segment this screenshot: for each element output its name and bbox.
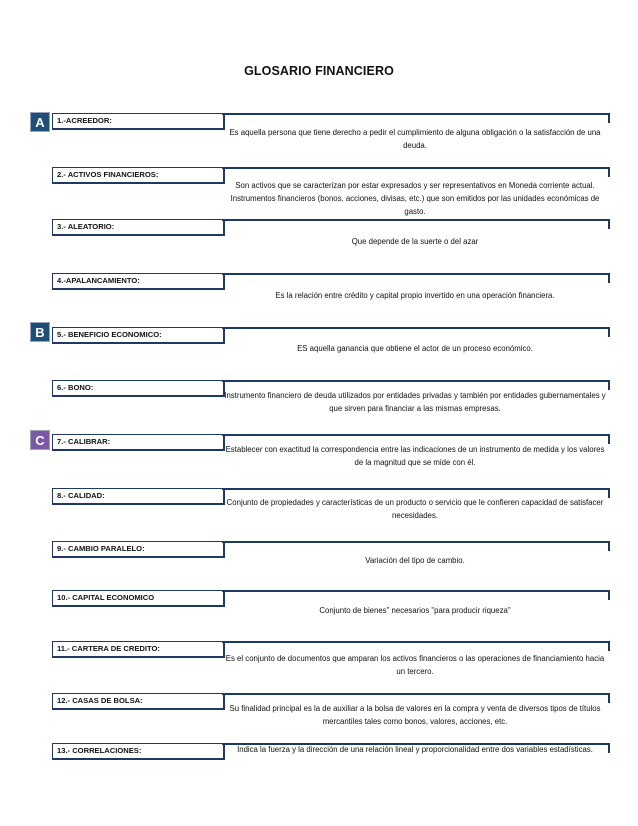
definition-text: Indica la fuerza y la dirección de una relación lineal y proporcionalidad entre dos variables estadísticas. [237,745,593,754]
definition-rule [222,219,608,221]
section-letter-b: B [30,322,50,342]
definition-rule [222,590,608,592]
definition-text: Es aquella persona que tiene derecho a pedir el cumplimiento de alguna obligación o la satisfacción de una deuda. [229,128,601,150]
definition-rule [222,488,608,490]
term-label: 10.- CAPITAL ECONOMICO [52,590,225,607]
definition-text: Conjunto de bienes" necesarios "para producir riqueza" [319,606,511,615]
term-label: 11.- CARTERA DE CREDITO: [52,641,225,658]
term-label: 13.- CORRELACIONES: [52,743,225,760]
definition-text: Es el conjunto de documentos que amparan los activos financieros o las operaciones de financiamiento hacia un tercero. [225,654,605,676]
definition-rule [222,641,608,643]
term-label: 7.- CALIBRAR: [52,434,225,451]
definition-text: Son activos que se caracterizan por estar expresados y ser representativos en Moneda corriente actual. Instrumentos financieros (bonos, acciones, divisas, etc.) que son emitidos por las unidades económicas de gasto. [230,181,600,216]
term-label: 8.- CALIDAD: [52,488,225,505]
section-letter-c: C [30,430,50,450]
definition-text: Establecer con exactitud la correspondencia entre las indicaciones de un instrumento de medida y los valores de la magnitud que se mide con él. [225,445,605,467]
definition-text: Conjunto de propiedades y características de un producto o servicio que le confieren capacidad de satisfacer necesidades. [226,498,604,520]
term-label: 3.- ALEATORIO: [52,219,225,236]
definition-text: ES aquella ganancia que obtiene el actor de un proceso económico. [297,344,533,353]
definition-text: Es la relación entre crédito y capital propio invertido en una operación financiera. [275,291,555,300]
definition-rule [222,380,608,382]
definition-text: Instrumento financiero de deuda utilizados por entidades privadas y también por entidades gubernamentales y que sirven para financiar a las mismas empresas. [224,391,606,413]
definition-rule [222,273,608,275]
definition-rule [222,113,608,115]
term-label: 9.- CAMBIO PARALELO: [52,541,225,558]
definition-rule [222,167,608,169]
definition-rule [222,434,608,436]
definition-text: Que depende de la suerte o del azar [351,237,479,246]
page-title: GLOSARIO FINANCIERO [244,64,394,78]
definition-rule [222,541,608,543]
section-letter-a: A [30,112,50,132]
definition-text: Su finalidad principal es la de auxiliar a la bolsa de valores en la compra y venta de diversos tipos de títulos mercantiles tales como bonos, valores, acciones, etc. [229,704,601,726]
definition-text: Variación del tipo de cambio. [365,556,465,565]
definition-rule [222,327,608,329]
term-label: 12.- CASAS DE BOLSA: [52,693,225,710]
term-label: 4.-APALANCAMIENTO: [52,273,225,290]
term-label: 2.- ACTIVOS FINANCIEROS: [52,167,225,184]
term-label: 5.- BENEFICIO ECONOMICO: [52,327,225,344]
definition-rule [222,693,608,695]
term-label: 6.- BONO: [52,380,225,397]
term-label: 1.-ACREEDOR: [52,113,225,130]
